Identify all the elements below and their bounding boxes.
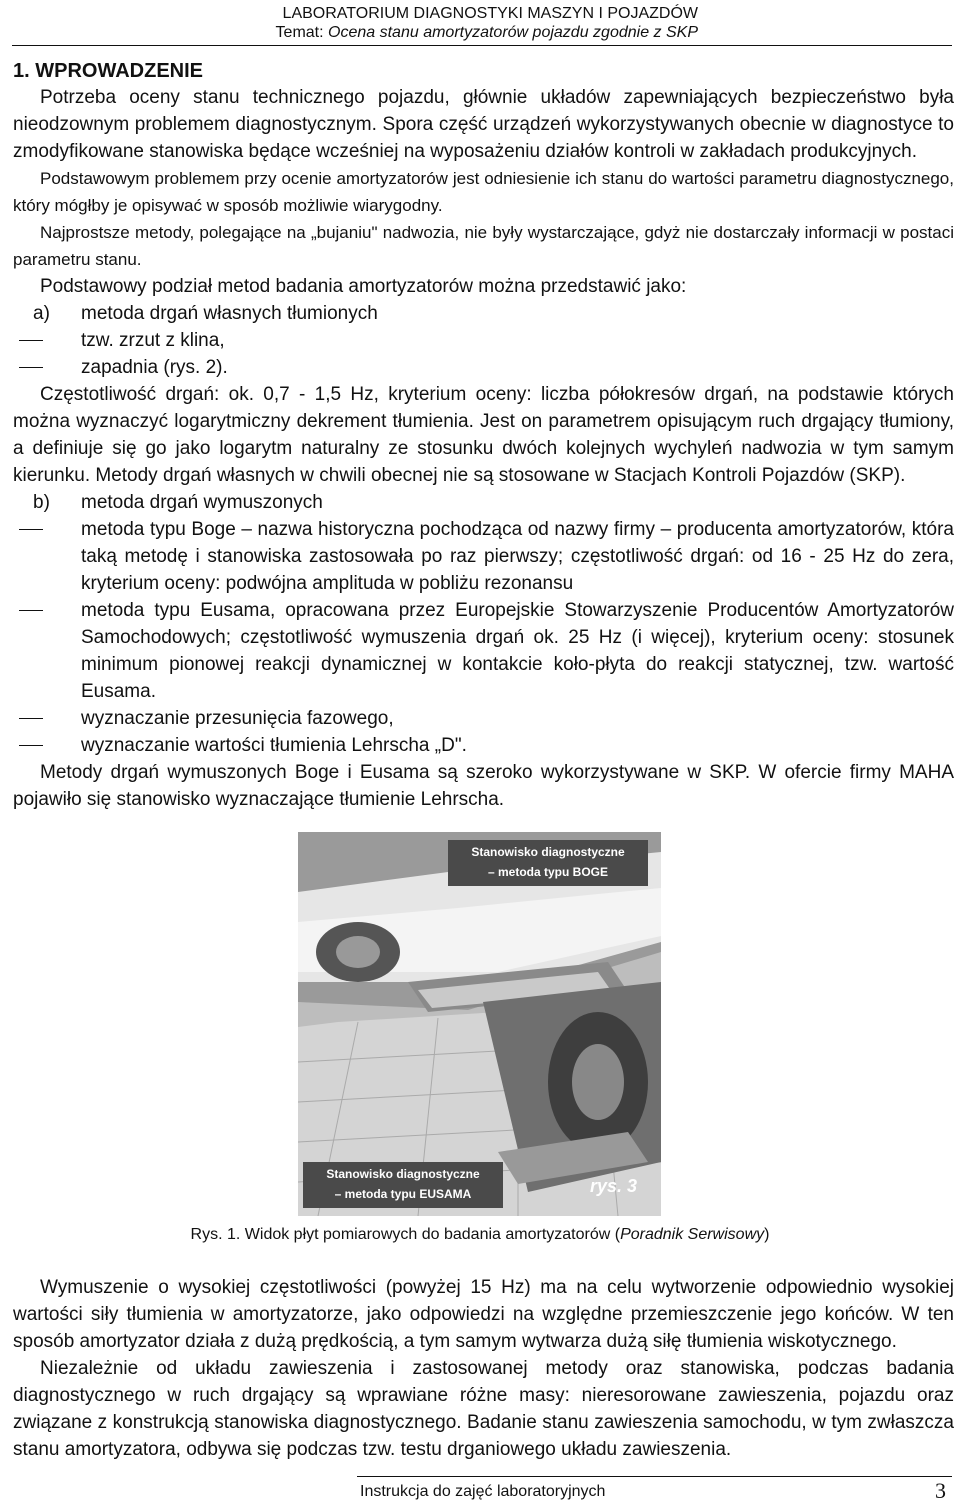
header-rule <box>12 45 952 46</box>
dash-item-lehrsch: wyznaczanie wartości tłumienia Lehrscha „D". <box>13 732 954 759</box>
figure-label-bottom <box>303 1164 503 1204</box>
main-content-continued <box>13 1274 954 1463</box>
running-header <box>276 4 698 42</box>
lab-title: LABORATORIUM DIAGNOSTYKI MASZYN I POJAZDÓW <box>282 5 698 22</box>
paragraph-frequency: Częstotliwość drgań: ok. 0,7 - 1,5 Hz, kryterium oceny: liczba półokresów drgań, na podstawie których można wyznaczyć logarytmiczny dekrement tłumienia. Jest on parametrem opisującym ruch drgający tłumiony, a definiuje się go jako logarytm naturalny ze stosunku dwóch kolejnych wychyleń nadwozia w tym samym kierunku. Metody drgań własnych w chwili obecnej nie są stosowane w Stacjach Kontroli Pojazdów (SKP). <box>13 384 954 486</box>
figure-label-top <box>448 842 648 882</box>
paragraph-forced-methods: Metody drgań wymuszonych Boge i Eusama są szeroko wykorzystywane w SKP. W ofercie firmy MAHA pojawiło się stanowisko wyznaczające tłumienie Lehrscha. <box>13 762 954 810</box>
page-number: 3 <box>935 1478 946 1503</box>
figure-rys-label: rys. 3 <box>590 1176 638 1196</box>
footer-rule <box>357 1476 952 1477</box>
figure-test-stands-photo <box>298 832 661 1216</box>
dash-item-eusama: metoda typu Eusama, opracowana przez Europejskie Stowarzyszenie Producentów Amortyzatorów Samochodowych; częstotliwość wymuszenia drgań ok. 25 Hz (i więcej), kryterium oceny: stosunek minimum pionowej reakcji dynamicznej w kontakcie koło-płyta do reakcji statycznej, tzw. wartość Eusama. <box>13 597 954 705</box>
paragraph-intro: Potrzeba oceny stanu technicznego pojazdu, głównie układów zapewniających bezpieczeństwo była nieodzownym problemem diagnostycznym. Spora część urządzeń wykorzystywanych obecnie w diagnostyce to zmodyfikowane stanowiska będące wcześniej na wyposażeniu działów kontroli w zakładach produkcyjnych. <box>13 87 954 162</box>
list-item-b <box>13 489 954 516</box>
list-label-a: a) <box>33 303 50 324</box>
footer-text: Instrukcja do zajęć laboratoryjnych <box>360 1483 606 1500</box>
dash-item-wedge-drop: tzw. zrzut z klina, <box>13 327 954 354</box>
photo-illustration <box>298 832 661 1216</box>
caption-source: Poradnik Serwisowy <box>620 1226 765 1243</box>
caption-suffix: ) <box>764 1226 770 1243</box>
figure-label-bottom-line1: Stanowisko diagnostyczne <box>326 1167 480 1181</box>
paragraph-problem: Podstawowym problemem przy ocenie amortyzatorów jest odniesienie ich stanu do wartości parametru diagnostycznego, który mógłby je opisywać w sposób możliwie wiarygodny. <box>13 169 954 215</box>
figure-label-top-line2: – metoda typu BOGE <box>487 865 609 879</box>
topic-line <box>276 23 698 42</box>
caption-prefix: Rys. 1. Widok płyt pomiarowych do badania amortyzatorów ( <box>190 1226 621 1243</box>
dash-item-phase-shift: wyznaczanie przesunięcia fazowego, <box>13 705 954 732</box>
paragraph-simplest-methods: Najprostsze metody, polegające na „bujaniu" nadwozia, nie były wystarczające, gdyż nie dostarczały informacji w postaci parametru stanu. <box>13 223 954 269</box>
main-content <box>13 58 954 813</box>
list-label-b: b) <box>33 492 50 513</box>
topic-title: Ocena stanu amortyzatorów pojazdu zgodnie z SKP <box>328 24 698 41</box>
figure-label-top-line1: Stanowisko diagnostyczne <box>471 845 625 859</box>
paragraph-masses: Niezależnie od układu zawieszenia i zastosowanej metody oraz stanowiska, podczas badania diagnostycznego w ruch drgający są wprawiane różne masy: nieresorowane zawieszenia, pojazdu oraz związane z konstrukcją stanowiska diagnostycznego. Badanie stanu zawieszenia samochodu, w tym zwłaszcza stanu amortyzatora, odbywa się podczas tzw. testu drganiowego układu zawieszenia. <box>13 1358 954 1460</box>
list-text-b: metoda drgań wymuszonych <box>81 492 323 513</box>
paragraph-high-frequency: Wymuszenie o wysokiej częstotliwości (powyżej 15 Hz) ma na celu wytworzenie odpowiednio wysokiej wartości siły tłumienia w amortyzatorze, jako odpowiedzi na względne przemieszczenie jego końców. W ten sposób amortyzator działa z dużą prędkością, a tym samym wytwarza dużą siłę tłumienia wiskotycznego. <box>13 1277 954 1352</box>
topic-label: Temat: <box>275 24 329 41</box>
section-title: 1. WPROWADZENIE <box>13 60 204 82</box>
list-item-a <box>13 300 954 327</box>
list-text-a: metoda drgań własnych tłumionych <box>81 303 378 324</box>
dash-item-boge: metoda typu Boge – nazwa historyczna pochodząca od nazwy firmy – producenta amortyzatorów, która taką metodę i stanowiska zastosowała po raz pierwszy; częstotliwość drgań: od 16 - 25 Hz do zera, kryterium oceny: podwójna amplituda w pobliżu rezonansu <box>13 516 954 597</box>
figure-label-bottom-line2: – metoda typu EUSAMA <box>334 1187 472 1201</box>
paragraph-division: Podstawowy podział metod badania amortyzatorów można przedstawić jako: <box>40 276 687 297</box>
dash-item-trapdoor: zapadnia (rys. 2). <box>13 354 954 381</box>
figure-caption <box>0 1224 960 1246</box>
